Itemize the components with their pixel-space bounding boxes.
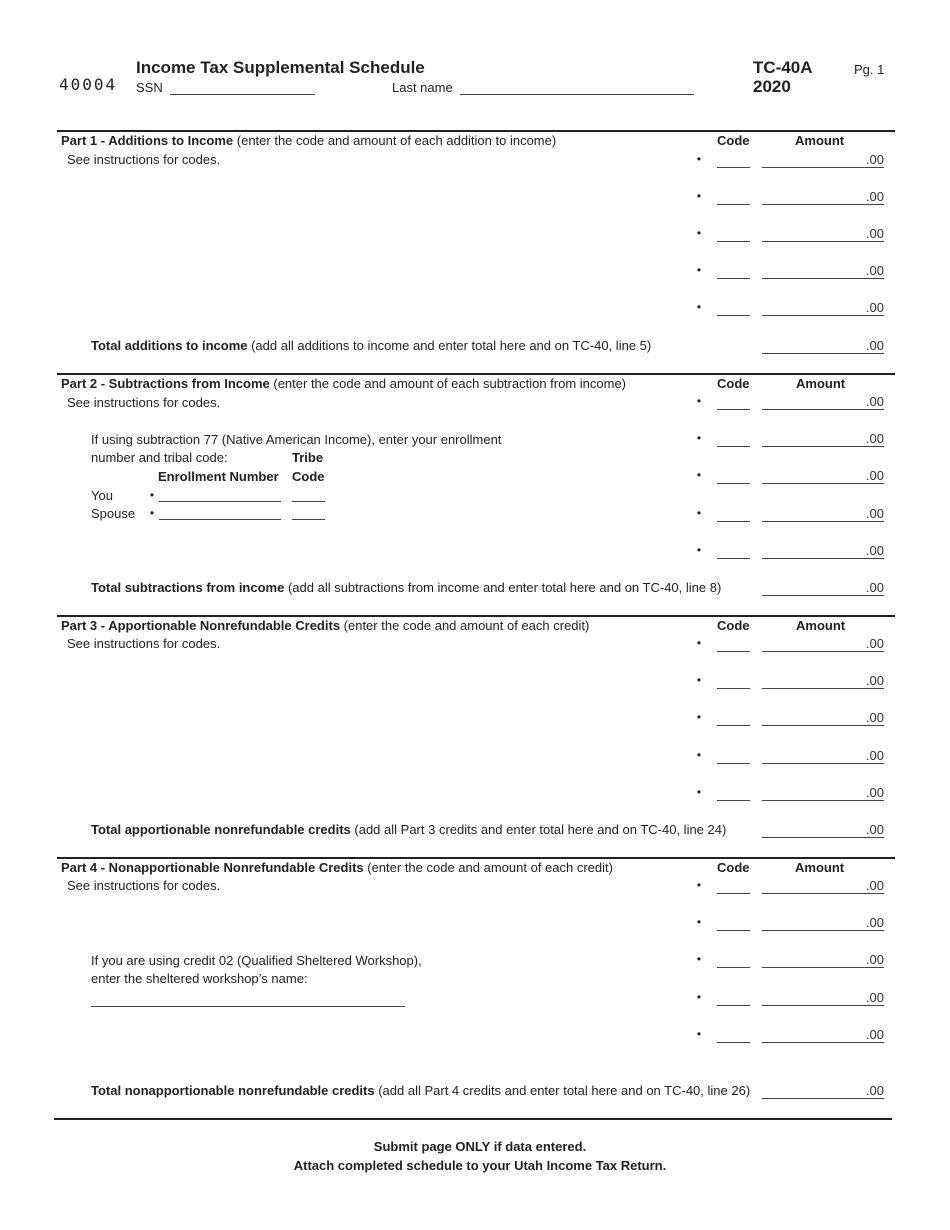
part1-amount-field-2[interactable]: .00 <box>762 190 884 205</box>
sheltered-workshop-name-field[interactable] <box>91 1006 405 1007</box>
part4-amount-field-4[interactable]: .00 <box>762 991 884 1006</box>
part2-amount-field-4[interactable]: .00 <box>762 507 884 522</box>
form-title: Income Tax Supplemental Schedule <box>136 58 425 77</box>
native-american-note-line2: number and tribal code: <box>91 450 228 465</box>
part2-code-field-1[interactable] <box>717 395 750 410</box>
part2-divider <box>57 373 895 375</box>
part2-code-field-3[interactable] <box>717 469 750 484</box>
part4-heading: Part 4 - Nonapportionable Nonrefundable Credits (enter the code and amount of each credit) <box>61 860 613 875</box>
form-id: TC-40A <box>753 58 813 77</box>
part2-instructions: See instructions for codes. <box>67 395 221 410</box>
bullet: • <box>696 636 702 650</box>
part2-heading: Part 2 - Subtractions from Income (enter the code and amount of each subtraction from income) <box>61 376 627 391</box>
part4-amount-field-5[interactable]: .00 <box>762 1028 884 1043</box>
part3-divider <box>57 615 895 617</box>
amount-column-header: Amount <box>795 133 845 148</box>
bullet: • <box>696 152 702 166</box>
bullet: • <box>696 263 702 277</box>
part1-amount-field-1[interactable]: .00 <box>762 153 884 168</box>
part1-code-field-3[interactable] <box>717 227 750 242</box>
bullet: • <box>696 543 702 557</box>
spouse-label: Spouse <box>91 506 136 521</box>
barcode-number: 40004 <box>59 75 118 94</box>
footer-attach-note: Attach completed schedule to your Utah Income Tax Return. <box>293 1158 667 1173</box>
part3-amount-field-4[interactable]: .00 <box>762 749 884 764</box>
part1-divider <box>57 130 895 132</box>
part4-code-field-5[interactable] <box>717 1028 750 1043</box>
part4-divider <box>57 857 895 859</box>
code-column-header: Code <box>717 376 750 391</box>
part1-heading: Part 1 - Additions to Income (enter the code and amount of each addition to income) <box>61 133 557 148</box>
part4-code-field-4[interactable] <box>717 991 750 1006</box>
part2-total-label: Total subtractions from income (add all subtractions from income and enter total here and on TC-40, line 8) <box>91 580 722 595</box>
part1-code-field-1[interactable] <box>717 153 750 168</box>
spouse-tribe-code-field[interactable] <box>292 519 325 520</box>
last-name-field[interactable] <box>460 94 694 95</box>
part2-code-field-2[interactable] <box>717 432 750 447</box>
part4-code-field-1[interactable] <box>717 879 750 894</box>
part3-total-amount-field[interactable]: .00 <box>762 823 884 838</box>
amount-column-header: Amount <box>795 860 845 875</box>
part2-amount-field-1[interactable]: .00 <box>762 395 884 410</box>
amount-column-header: Amount <box>796 618 846 633</box>
bullet: • <box>696 506 702 520</box>
part1-amount-field-5[interactable]: .00 <box>762 301 884 316</box>
part3-instructions: See instructions for codes. <box>67 636 221 651</box>
part2-amount-field-2[interactable]: .00 <box>762 432 884 447</box>
bullet: • <box>696 878 702 892</box>
part4-code-field-2[interactable] <box>717 916 750 931</box>
part1-total-label: Total additions to income (add all additions to income and enter total here and on TC-40, line 5) <box>91 338 652 353</box>
bullet: • <box>149 488 155 502</box>
bullet: • <box>696 394 702 408</box>
part1-code-field-5[interactable] <box>717 301 750 316</box>
part2-amount-field-3[interactable]: .00 <box>762 469 884 484</box>
bullet: • <box>696 990 702 1004</box>
bullet: • <box>696 915 702 929</box>
part3-code-field-5[interactable] <box>717 786 750 801</box>
part3-heading: Part 3 - Apportionable Nonrefundable Credits (enter the code and amount of each credit) <box>61 618 590 633</box>
part2-code-field-5[interactable] <box>717 544 750 559</box>
amount-column-header: Amount <box>796 376 846 391</box>
part4-amount-field-2[interactable]: .00 <box>762 916 884 931</box>
part1-amount-field-4[interactable]: .00 <box>762 264 884 279</box>
enrollment-number-label: Enrollment Number <box>158 469 279 484</box>
part2-total-amount-field[interactable]: .00 <box>762 581 884 596</box>
part3-code-field-1[interactable] <box>717 637 750 652</box>
native-american-note-line1: If using subtraction 77 (Native American Income), enter your enrollment <box>91 432 502 447</box>
part3-amount-field-1[interactable]: .00 <box>762 637 884 652</box>
footer-submit-note: Submit page ONLY if data entered. <box>373 1139 587 1154</box>
tribe-label: Tribe <box>292 450 324 465</box>
bullet: • <box>696 468 702 482</box>
part4-code-field-3[interactable] <box>717 953 750 968</box>
code-column-header: Code <box>717 133 750 148</box>
bullet: • <box>696 710 702 724</box>
you-enrollment-number-field[interactable] <box>159 501 281 502</box>
part3-code-field-3[interactable] <box>717 711 750 726</box>
part4-amount-field-3[interactable]: .00 <box>762 953 884 968</box>
part2-amount-field-5[interactable]: .00 <box>762 544 884 559</box>
part3-amount-field-5[interactable]: .00 <box>762 786 884 801</box>
bullet: • <box>696 1027 702 1041</box>
bullet: • <box>696 785 702 799</box>
part1-amount-field-3[interactable]: .00 <box>762 227 884 242</box>
ssn-field[interactable] <box>170 94 315 95</box>
sheltered-workshop-note-line1: If you are using credit 02 (Qualified Sheltered Workshop), <box>91 953 422 968</box>
last-name-label: Last name <box>392 80 453 95</box>
form-year: 2020 <box>753 77 791 96</box>
part3-total-label: Total apportionable nonrefundable credits (add all Part 3 credits and enter total here and on TC-40, line 24) <box>91 822 727 837</box>
part1-instructions: See instructions for codes. <box>67 152 221 167</box>
code-column-header: Code <box>717 618 750 633</box>
you-tribe-code-field[interactable] <box>292 501 325 502</box>
sheltered-workshop-note-line2: enter the sheltered workshop’s name: <box>91 971 308 986</box>
part1-total-amount-field[interactable]: .00 <box>762 339 884 354</box>
part4-amount-field-1[interactable]: .00 <box>762 879 884 894</box>
bullet: • <box>149 506 155 520</box>
part1-code-field-4[interactable] <box>717 264 750 279</box>
tribe-code-label: Code <box>292 469 325 484</box>
part3-code-field-2[interactable] <box>717 674 750 689</box>
part3-amount-field-3[interactable]: .00 <box>762 711 884 726</box>
bottom-divider <box>54 1118 892 1120</box>
part3-amount-field-2[interactable]: .00 <box>762 674 884 689</box>
bullet: • <box>696 748 702 762</box>
bullet: • <box>696 952 702 966</box>
you-label: You <box>91 488 113 503</box>
part2-code-field-4[interactable] <box>717 507 750 522</box>
bullet: • <box>696 226 702 240</box>
ssn-label: SSN <box>136 80 163 95</box>
part3-code-field-4[interactable] <box>717 749 750 764</box>
bullet: • <box>696 431 702 445</box>
code-column-header: Code <box>717 860 750 875</box>
part4-instructions: See instructions for codes. <box>67 878 221 893</box>
page-number: Pg. 1 <box>854 62 885 77</box>
part4-total-label: Total nonapportionable nonrefundable credits (add all Part 4 credits and enter total here and on TC-40, line 26) <box>91 1083 751 1098</box>
part4-total-amount-field[interactable]: .00 <box>762 1084 884 1099</box>
bullet: • <box>696 300 702 314</box>
part1-code-field-2[interactable] <box>717 190 750 205</box>
bullet: • <box>696 189 702 203</box>
bullet: • <box>696 673 702 687</box>
spouse-enrollment-number-field[interactable] <box>159 519 281 520</box>
